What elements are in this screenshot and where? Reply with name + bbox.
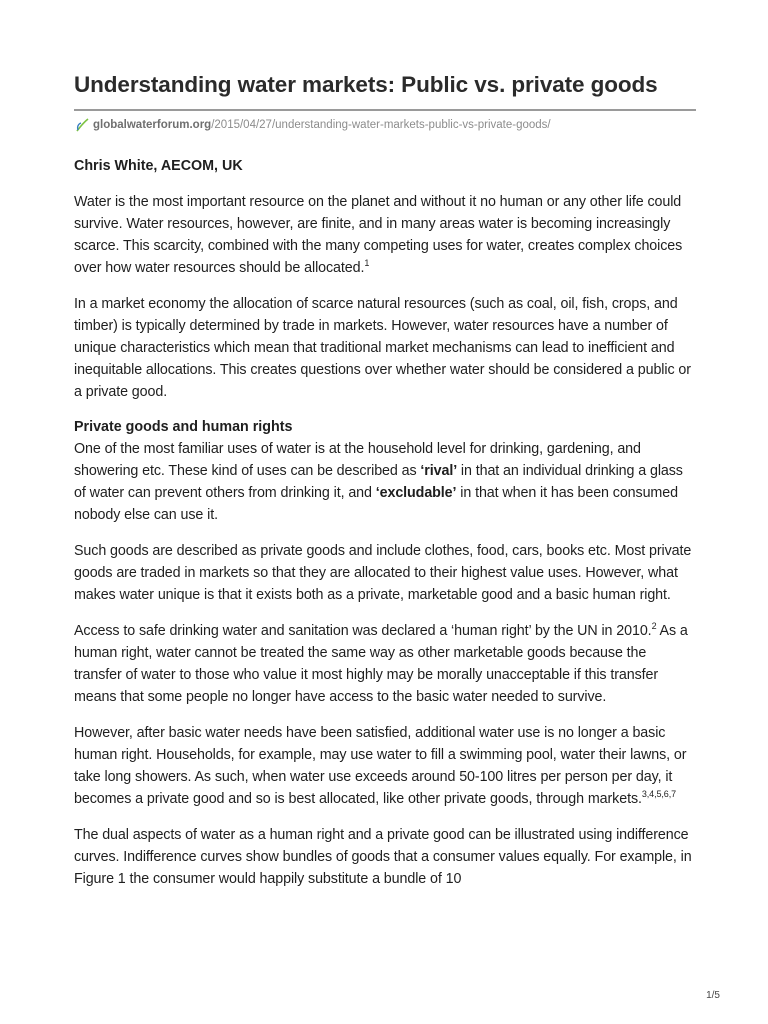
source-path[interactable]: /2015/04/27/understanding-water-markets-public-vs-private-goods/ — [211, 119, 551, 131]
paragraph-3-text-b: in that an individual drinking a glass of water can prevent others from drinking it, and — [74, 463, 683, 501]
paragraph-5-text-a: Access to safe drinking water and sanitation was declared a ‘human right’ by the UN in 2010. — [74, 623, 652, 639]
author-line: Chris White, AECOM, UK — [74, 158, 243, 174]
paragraph-1 — [74, 191, 696, 279]
footnote-ref-2[interactable]: 2 — [651, 621, 657, 631]
paragraph-4: Such goods are described as private goods and include clothes, food, cars, books etc. Most private goods are traded in markets so that they are allocated to their highest value uses. However, what makes water unique is that it exists both as a private, marketable good and a basic human right. — [74, 543, 692, 603]
paragraph-3 — [74, 438, 696, 526]
title-divider — [74, 109, 696, 111]
paragraph-5-text-b: As a human right, water cannot be treated the same way as other marketable goods because the transfer of water to those who value it most highly may be morally unacceptable if this transfer means that some people no longer have access to the basic water needed to survive. — [74, 623, 688, 705]
paragraph-2: In a market economy the allocation of scarce natural resources (such as coal, oil, fish, crops, and timber) is typically determined by trade in markets. However, water resources have a number of unique characteristics which mean that traditional market mechanisms can lead to inefficient and inequitable allocations. This creates questions over whether water should be considered a public or a private good. — [74, 296, 691, 400]
section-heading: Private goods and human rights — [74, 419, 293, 435]
paragraph-6-text: However, after basic water needs have been satisfied, additional water use is no longer a basic human right. Households, for example, may use water to fill a swimming pool, water their lawns, or take long showers. As such, when water use exceeds around 50-100 litres per person per day, it becomes a private good and so is best allocated, like other private goods, through markets. — [74, 725, 687, 807]
footnote-ref-1[interactable]: 1 — [364, 258, 370, 268]
article-title: Understanding water markets: Public vs. private goods — [74, 72, 658, 97]
source-url[interactable] — [93, 119, 551, 131]
article — [74, 0, 696, 890]
page-number: 1/5 — [706, 990, 720, 1001]
paragraph-5 — [74, 620, 696, 708]
paragraph-3-text-a: One of the most familiar uses of water is at the household level for drinking, gardening, and showering etc. These kind of uses can be described as — [74, 441, 641, 479]
term-excludable: ‘excludable’ — [375, 485, 457, 501]
footnote-refs-3-7[interactable]: 3,4,5,6,7 — [641, 789, 677, 799]
paragraph-3-text-c: in that when it has been consumed nobody else can use it. — [74, 485, 678, 523]
term-rival: ‘rival’ — [420, 463, 458, 479]
paragraph-1-text: Water is the most important resource on the planet and without it no human or any other life could survive. Water resources, however, are finite, and in many areas water is becoming increasingly scarce. This scarcity, combined with the many competing uses for water, creates complex choices over how water resources should be allocated. — [74, 194, 683, 276]
source-link[interactable] — [74, 117, 696, 133]
source-domain[interactable]: globalwaterforum.org — [93, 119, 212, 131]
paragraph-7: The dual aspects of water as a human right and a private good can be illustrated using indifference curves. Indifference curves show bundles of goods that a consumer values equally. For example, in Figure 1 the consumer would happily substitute a bundle of 10 — [74, 827, 692, 887]
link-leaf-icon — [74, 117, 90, 133]
paragraph-6 — [74, 722, 696, 810]
